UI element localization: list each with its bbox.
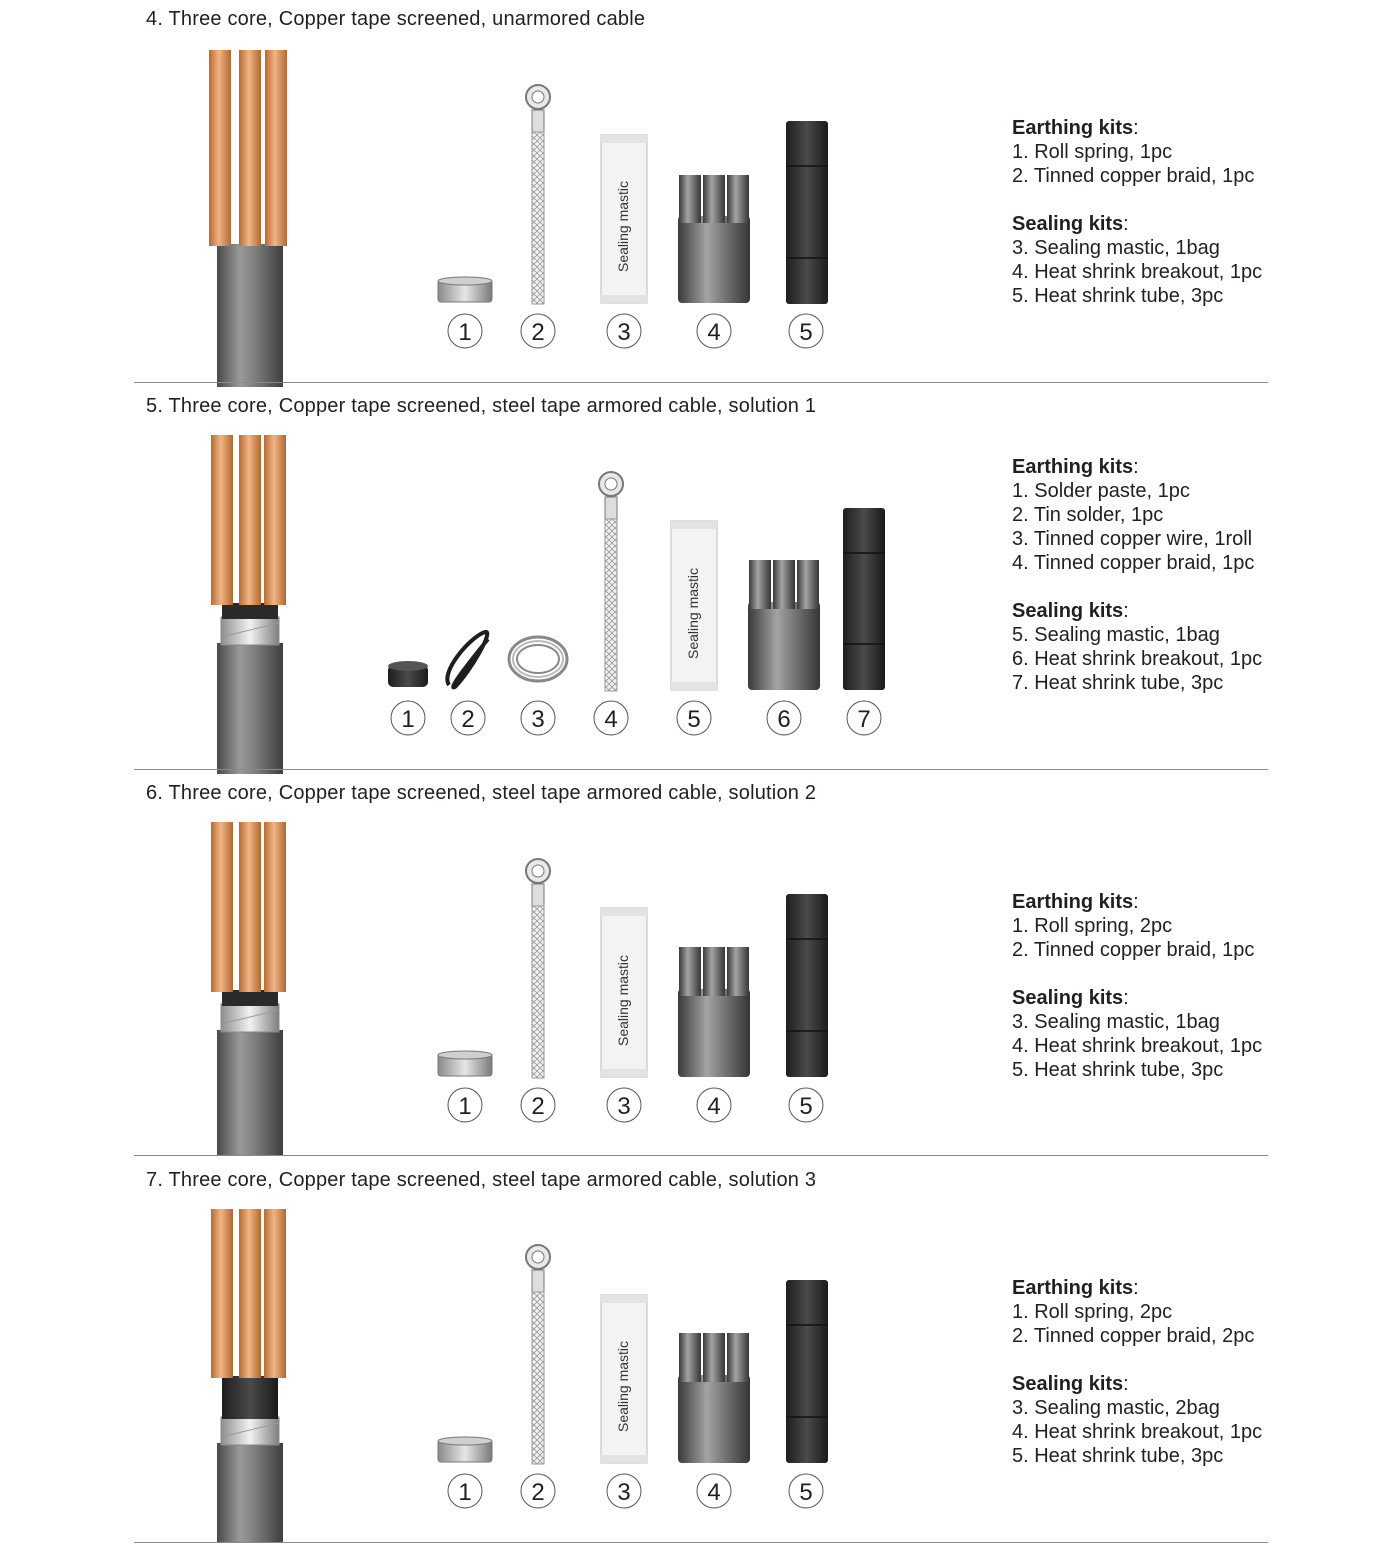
section-6 [0, 774, 1400, 1161]
kit-item: 5. Heat shrink tube, 3pc [1012, 1445, 1224, 1467]
tin-solder-icon [447, 632, 488, 688]
svg-text:3: 3 [617, 1093, 631, 1120]
section-7 [0, 1161, 1400, 1555]
mastic-label: Sealing mastic [615, 180, 631, 272]
section-4 [0, 0, 1400, 387]
heat-shrink-breakout-icon [678, 947, 750, 1077]
kit-list: Earthing kits: 1. Roll spring, 1pc 2. Tinned copper braid, 1pc Sealing kits: 3. Sealing mastic, 1bag 4. Heat shrink breakout, 1pc 5. Heat shrink tube, 3pc [1012, 117, 1263, 307]
number-marker [697, 1474, 731, 1508]
section-5 [0, 387, 1400, 774]
number-marker [847, 701, 881, 735]
kit-item: 3. Tinned copper wire, 1roll [1012, 528, 1253, 550]
section-title: 6. Three core, Copper tape screened, steel tape armored cable, solution 2 [146, 782, 817, 804]
section-title: 5. Three core, Copper tape screened, steel tape armored cable, solution 1 [146, 395, 817, 417]
roll-spring-icon [438, 1051, 492, 1076]
kit-item: 1. Roll spring, 2pc [1012, 915, 1173, 937]
sealing-heading: Sealing kits [1012, 600, 1124, 622]
kit-item: 4. Heat shrink breakout, 1pc [1012, 261, 1263, 283]
sealing-heading: Sealing kits [1012, 213, 1124, 235]
roll-spring-icon [438, 277, 492, 302]
number-markers [391, 701, 881, 735]
svg-text:1: 1 [401, 706, 415, 733]
mastic-label: Sealing mastic [685, 567, 701, 659]
kit-item: 3. Sealing mastic, 1bag [1012, 237, 1220, 259]
kit-item: 1. Roll spring, 2pc [1012, 1301, 1173, 1323]
number-marker [677, 701, 711, 735]
svg-text:6: 6 [777, 706, 791, 733]
kit-item: 4. Heat shrink breakout, 1pc [1012, 1035, 1263, 1057]
divider [134, 1542, 1268, 1543]
tinned-copper-braid-icon [526, 85, 550, 304]
heat-shrink-tube-icon [843, 508, 885, 690]
divider [134, 1155, 1268, 1156]
heat-shrink-tube-icon [786, 894, 828, 1077]
kit-item: 2. Tinned copper braid, 1pc [1012, 939, 1255, 961]
number-marker [391, 701, 425, 735]
number-marker [451, 701, 485, 735]
divider [134, 382, 1268, 383]
kit-item: 4. Tinned copper braid, 1pc [1012, 552, 1255, 574]
svg-text:5: 5 [687, 706, 701, 733]
mastic-label: Sealing mastic [615, 1340, 631, 1432]
tinned-copper-braid-icon [599, 472, 623, 691]
kit-item: 4. Heat shrink breakout, 1pc [1012, 1421, 1263, 1443]
svg-text:2: 2 [531, 1093, 545, 1120]
number-marker [789, 1088, 823, 1122]
tinned-copper-braid-icon [526, 859, 550, 1078]
cable-illustration [211, 1209, 286, 1543]
svg-text:5: 5 [799, 319, 813, 346]
heat-shrink-breakout-icon [678, 1333, 750, 1463]
kit-item: 3. Sealing mastic, 1bag [1012, 1011, 1220, 1033]
heat-shrink-breakout-icon [748, 560, 820, 690]
kit-item: 2. Tinned copper braid, 1pc [1012, 165, 1255, 187]
number-markers [448, 1474, 823, 1508]
svg-text:5: 5 [799, 1479, 813, 1506]
earthing-heading: Earthing kits [1012, 891, 1134, 913]
sealing-heading: Sealing kits [1012, 1373, 1124, 1395]
number-marker [767, 701, 801, 735]
kit-list: Earthing kits: 1. Solder paste, 1pc 2. Tin solder, 1pc 3. Tinned copper wire, 1roll 4. Tinned copper braid, 1pc Sealing kits: 5. Sealing mastic, 1bag 6. Heat shrink breakout, 1pc 7. Heat shrink tube, 3pc [1012, 456, 1263, 694]
svg-text:1: 1 [458, 1479, 472, 1506]
earthing-heading: Earthing kits [1012, 1277, 1134, 1299]
number-markers [448, 1088, 823, 1122]
heat-shrink-tube-icon [786, 121, 828, 304]
svg-text:5: 5 [799, 1093, 813, 1120]
section-title: 7. Three core, Copper tape screened, steel tape armored cable, solution 3 [146, 1169, 817, 1191]
earthing-heading: Earthing kits [1012, 117, 1134, 139]
cable-illustration [209, 50, 287, 387]
divider [134, 769, 1268, 770]
kit-item: 1. Solder paste, 1pc [1012, 480, 1190, 502]
kit-item: 1. Roll spring, 1pc [1012, 141, 1173, 163]
kit-item: 2. Tinned copper braid, 2pc [1012, 1325, 1255, 1347]
cable-illustration [211, 435, 286, 774]
svg-text:4: 4 [707, 1479, 721, 1506]
heat-shrink-tube-icon [786, 1280, 828, 1463]
kit-item: 5. Heat shrink tube, 3pc [1012, 285, 1224, 307]
heat-shrink-breakout-icon [678, 175, 750, 303]
svg-text:4: 4 [604, 706, 618, 733]
number-marker [521, 1474, 555, 1508]
number-marker [697, 314, 731, 348]
kit-list: Earthing kits: 1. Roll spring, 2pc 2. Tinned copper braid, 1pc Sealing kits: 3. Sealing mastic, 1bag 4. Heat shrink breakout, 1pc 5. Heat shrink tube, 3pc [1012, 891, 1263, 1081]
kit-list: Earthing kits: 1. Roll spring, 2pc 2. Tinned copper braid, 2pc Sealing kits: 3. Sealing mastic, 2bag 4. Heat shrink breakout, 1pc 5. Heat shrink tube, 3pc [1012, 1277, 1263, 1467]
number-marker [448, 1474, 482, 1508]
number-markers [448, 314, 823, 348]
svg-text:3: 3 [617, 319, 631, 346]
mastic-label: Sealing mastic [615, 954, 631, 1046]
svg-text:1: 1 [458, 319, 472, 346]
tinned-copper-braid-icon [526, 1245, 550, 1464]
svg-text:3: 3 [531, 706, 545, 733]
kit-item: 7. Heat shrink tube, 3pc [1012, 672, 1224, 694]
number-marker [697, 1088, 731, 1122]
number-marker [789, 314, 823, 348]
svg-text:2: 2 [531, 319, 545, 346]
number-marker [521, 701, 555, 735]
kit-item: 2. Tin solder, 1pc [1012, 504, 1164, 526]
earthing-heading: Earthing kits [1012, 456, 1134, 478]
cable-illustration [211, 822, 286, 1156]
svg-text:7: 7 [857, 706, 871, 733]
number-marker [789, 1474, 823, 1508]
number-marker [594, 701, 628, 735]
number-marker [448, 314, 482, 348]
kit-item: 5. Heat shrink tube, 3pc [1012, 1059, 1224, 1081]
svg-text:1: 1 [458, 1093, 472, 1120]
tinned-copper-wire-icon [509, 637, 567, 681]
svg-text:2: 2 [531, 1479, 545, 1506]
svg-text:4: 4 [707, 1093, 721, 1120]
solder-paste-icon [388, 661, 428, 687]
number-marker [521, 314, 555, 348]
number-marker [521, 1088, 555, 1122]
roll-spring-icon [438, 1437, 492, 1462]
kit-item: 6. Heat shrink breakout, 1pc [1012, 648, 1263, 670]
sealing-heading: Sealing kits [1012, 987, 1124, 1009]
number-marker [448, 1088, 482, 1122]
section-title: 4. Three core, Copper tape screened, unarmored cable [146, 8, 646, 30]
number-marker [607, 314, 641, 348]
svg-text:2: 2 [461, 706, 475, 733]
number-marker [607, 1474, 641, 1508]
kit-item: 5. Sealing mastic, 1bag [1012, 624, 1220, 646]
number-marker [607, 1088, 641, 1122]
kit-item: 3. Sealing mastic, 2bag [1012, 1397, 1220, 1419]
svg-text:4: 4 [707, 319, 721, 346]
svg-text:3: 3 [617, 1479, 631, 1506]
